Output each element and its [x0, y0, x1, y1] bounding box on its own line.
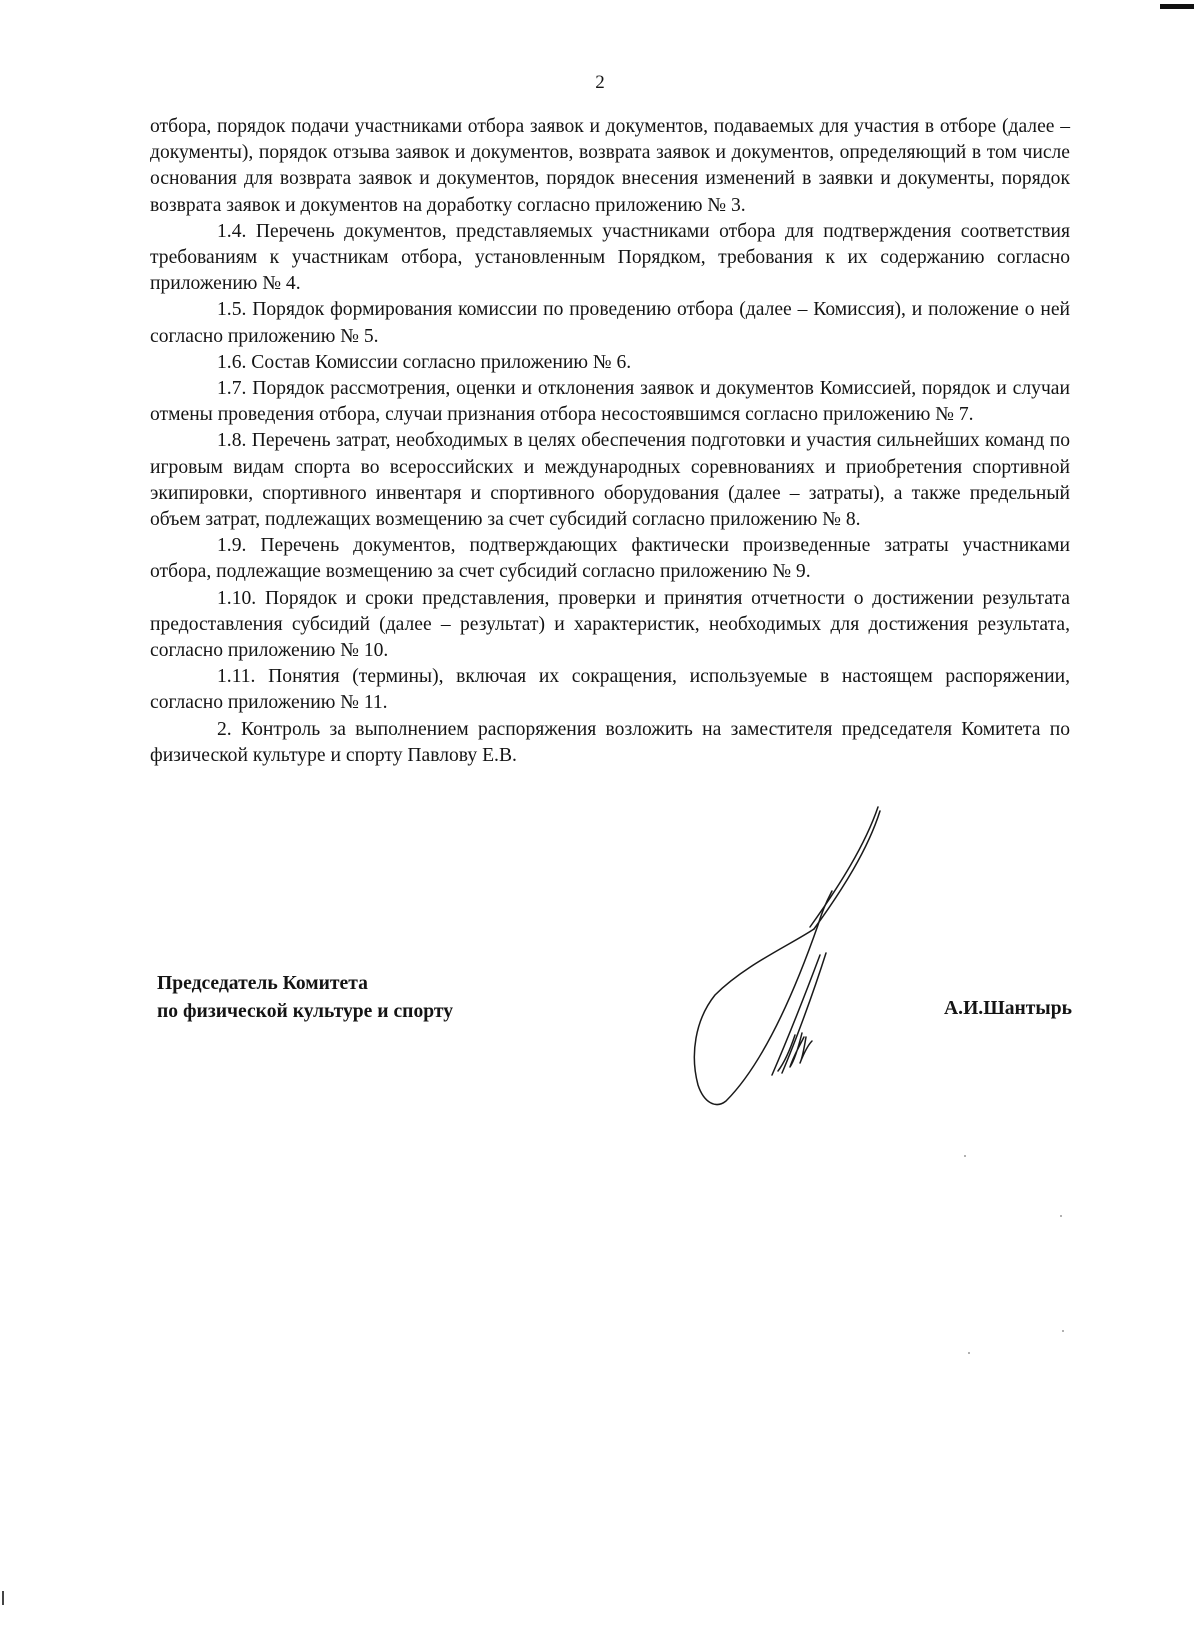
- paragraph-1-9: 1.9. Перечень документов, подтверждающих фактически произведенные затраты участниками отбора, подлежащие возмещению за счет субсидий согласно приложению № 9.: [150, 535, 1070, 583]
- paragraph-1-6: 1.6. Состав Комиссии согласно приложению № 6.: [217, 351, 632, 373]
- scan-speck: [968, 1352, 970, 1354]
- paragraph-1-5: 1.5. Порядок формирования комиссии по проведению отбора (далее – Комиссия), и положение о ней согласно приложению № 5.: [150, 299, 1070, 347]
- signatory-position-line2: по физической культуре и спорту: [157, 1001, 454, 1022]
- paragraph-1-4: 1.4. Перечень документов, представляемых участниками отбора для подтверждения соответствия требованиям к участникам отбора, установленным Порядком, требования к их содержанию согласно приложению № 4.: [150, 220, 1070, 295]
- paragraph-1-7: 1.7. Порядок рассмотрения, оценки и отклонения заявок и документов Комиссией, порядок и случаи отмены проведения отбора, случаи признания отбора несостоявшимся согласно приложению № 7.: [150, 378, 1070, 426]
- signatory-position-line1: Председатель Комитета: [157, 973, 368, 994]
- signatory-position: [157, 970, 453, 1026]
- handwritten-signature: [690, 805, 930, 1165]
- paragraph-1-8: 1.8. Перечень затрат, необходимых в целях обеспечения подготовки и участия сильнейших команд по игровым видам спорта во всероссийских и международных соревнованиях и приобретения спортивной экипировки, спортивного инвентаря и спортивного оборудования (далее – затраты), а также предельный объем затрат, подлежащих возмещению за счет субсидий согласно приложению № 8.: [150, 430, 1070, 531]
- scan-speck: [964, 1155, 966, 1157]
- document-body: [150, 114, 1070, 769]
- signatory-name: А.И.Шантырь: [944, 998, 1072, 1019]
- page-number: 2: [595, 72, 605, 93]
- scan-mark: [1160, 4, 1194, 9]
- scan-edge-mark: [2, 1591, 4, 1605]
- scan-speck: [1062, 1330, 1064, 1332]
- paragraph-1-10: 1.10. Порядок и сроки представления, проверки и принятия отчетности о достижении результата предоставления субсидий (далее – результат) и характеристик, необходимых для достижения результата, согласно приложению № 10.: [150, 587, 1070, 662]
- paragraph-1-11: 1.11. Понятия (термины), включая их сокращения, используемые в настоящем распоряжении, согласно приложению № 11.: [150, 666, 1070, 714]
- scan-speck: [1060, 1215, 1062, 1217]
- paragraph-2: 2. Контроль за выполнением распоряжения возложить на заместителя председателя Комитета по физической культуре и спорту Павлову Е.В.: [150, 718, 1070, 766]
- paragraph-1: отбора, порядок подачи участниками отбора заявок и документов, подаваемых для участия в отборе (далее – документы), порядок отзыва заявок и документов, возврата заявок и документов, определяющий в том числе основания для возврата заявок и документов, порядок внесения изменений в заявки и документы, порядок возврата заявок и документов на доработку согласно приложению № 3.: [150, 116, 1070, 216]
